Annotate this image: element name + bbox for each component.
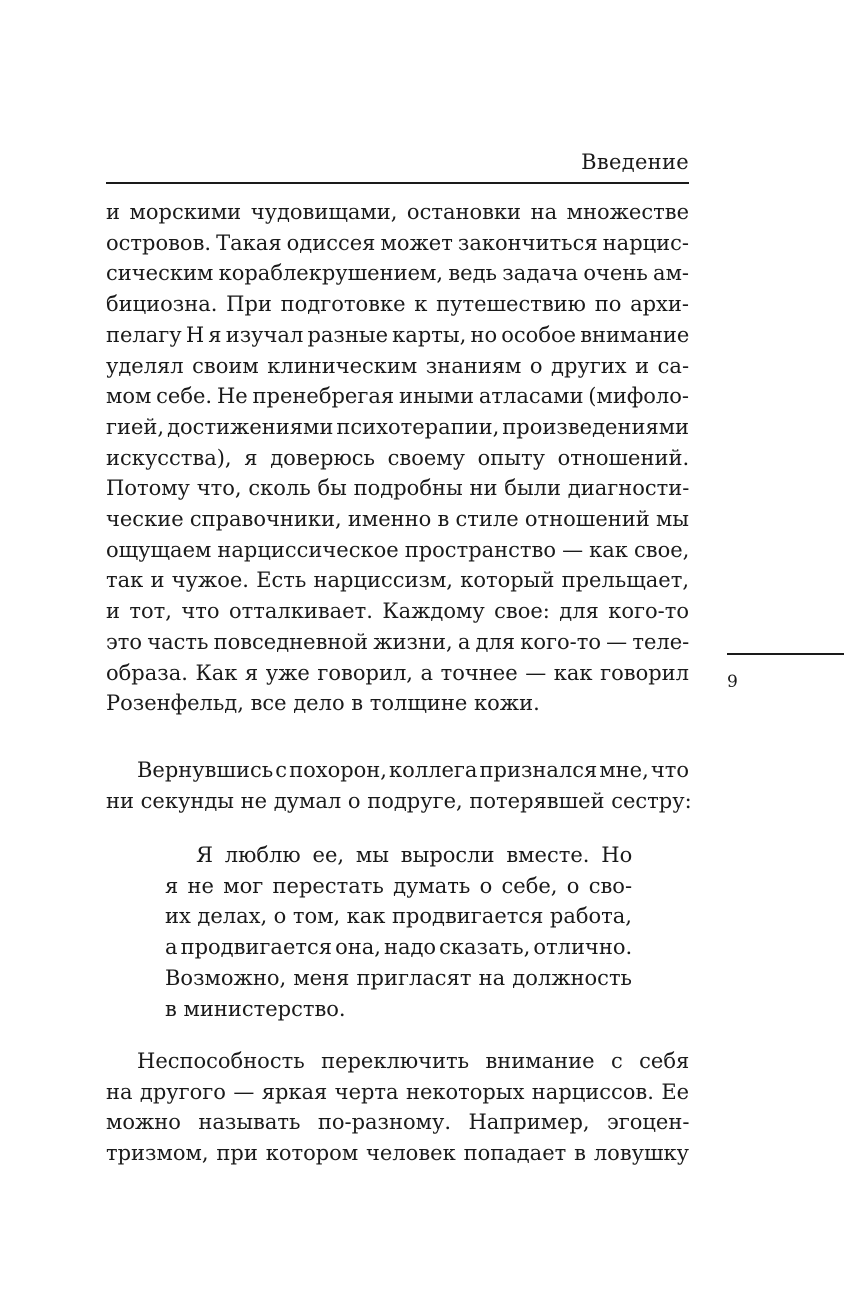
text-line: ни секунды не думал о подруге, потерявшей сестру: [106, 788, 692, 813]
text-line: бициозна. При подготовке к путешествию по архи- [106, 292, 689, 317]
text-line: мом себе. Не пренебрегая иными атласами (мифоло- [106, 384, 689, 409]
block-quote [165, 840, 632, 1024]
quote-line: их делах, о том, как продвигается работа, [165, 904, 632, 929]
quote-line: Возможно, меня пригласят на должность [165, 965, 632, 990]
paragraph-3 [106, 1046, 689, 1169]
text-line: островов. Такая одиссея может закончиться нарцис- [106, 230, 689, 255]
quote-line: в министерство. [165, 996, 346, 1021]
margin-rule [727, 653, 844, 655]
text-line: уделял своим клиническим знаниям о других и са- [106, 353, 690, 378]
text-line: сическим кораблекрушением, ведь задача очень ам- [106, 261, 689, 286]
text-line: пелагу Н я изучал разные карты, но особое внимание [106, 322, 690, 347]
text-line: тризмом, при котором человек попадает в ловушку [106, 1141, 689, 1166]
text-line: образа. Как я уже говорил, а точнее — как говорил [106, 660, 689, 685]
text-line: Вернувшись с похорон, коллега признался мне, что [137, 758, 689, 782]
quote-line: а продвигается она, надо сказать, отлично. [165, 935, 633, 960]
text-line: Розенфельд, все дело в толщине кожи. [106, 691, 540, 716]
paragraph-1 [106, 197, 689, 719]
quote-line: я не мог перестать думать о себе, о сво- [165, 873, 633, 898]
text-line: на другого — яркая черта некоторых нарциссов. Ее [106, 1079, 690, 1104]
text-line: можно называть по-разному. Например, эгоцен- [106, 1110, 690, 1135]
paragraph-2 [106, 755, 692, 816]
text-line: Неспособность переключить внимание с себя [137, 1049, 690, 1073]
quote-line: Я люблю ее, мы выросли вместе. Но [196, 843, 633, 867]
header-rule [106, 182, 689, 184]
text-line: ощущаем нарциссическое пространство — как свое, [106, 537, 690, 562]
text-line: и тот, что отталкивает. Каждому свое: для кого-то [106, 599, 689, 624]
text-line: так и чужое. Есть нарциссизм, который прельщает, [106, 568, 689, 593]
text-line: Потому что, сколь бы подробны ни были диагности- [106, 476, 690, 501]
text-line: гией, достижениями психотерапии, произведениями [106, 414, 690, 439]
text-line: ческие справочники, именно в стиле отношений мы [106, 507, 689, 532]
text-line: и морскими чудовищами, остановки на множестве [106, 200, 689, 224]
running-head-title: Введение [581, 150, 689, 174]
text-line: это часть повседневной жизни, а для кого-то — теле- [106, 629, 690, 654]
page-number: 9 [727, 672, 738, 692]
text-line: искусства), я доверюсь своему опыту отношений. [106, 445, 690, 470]
